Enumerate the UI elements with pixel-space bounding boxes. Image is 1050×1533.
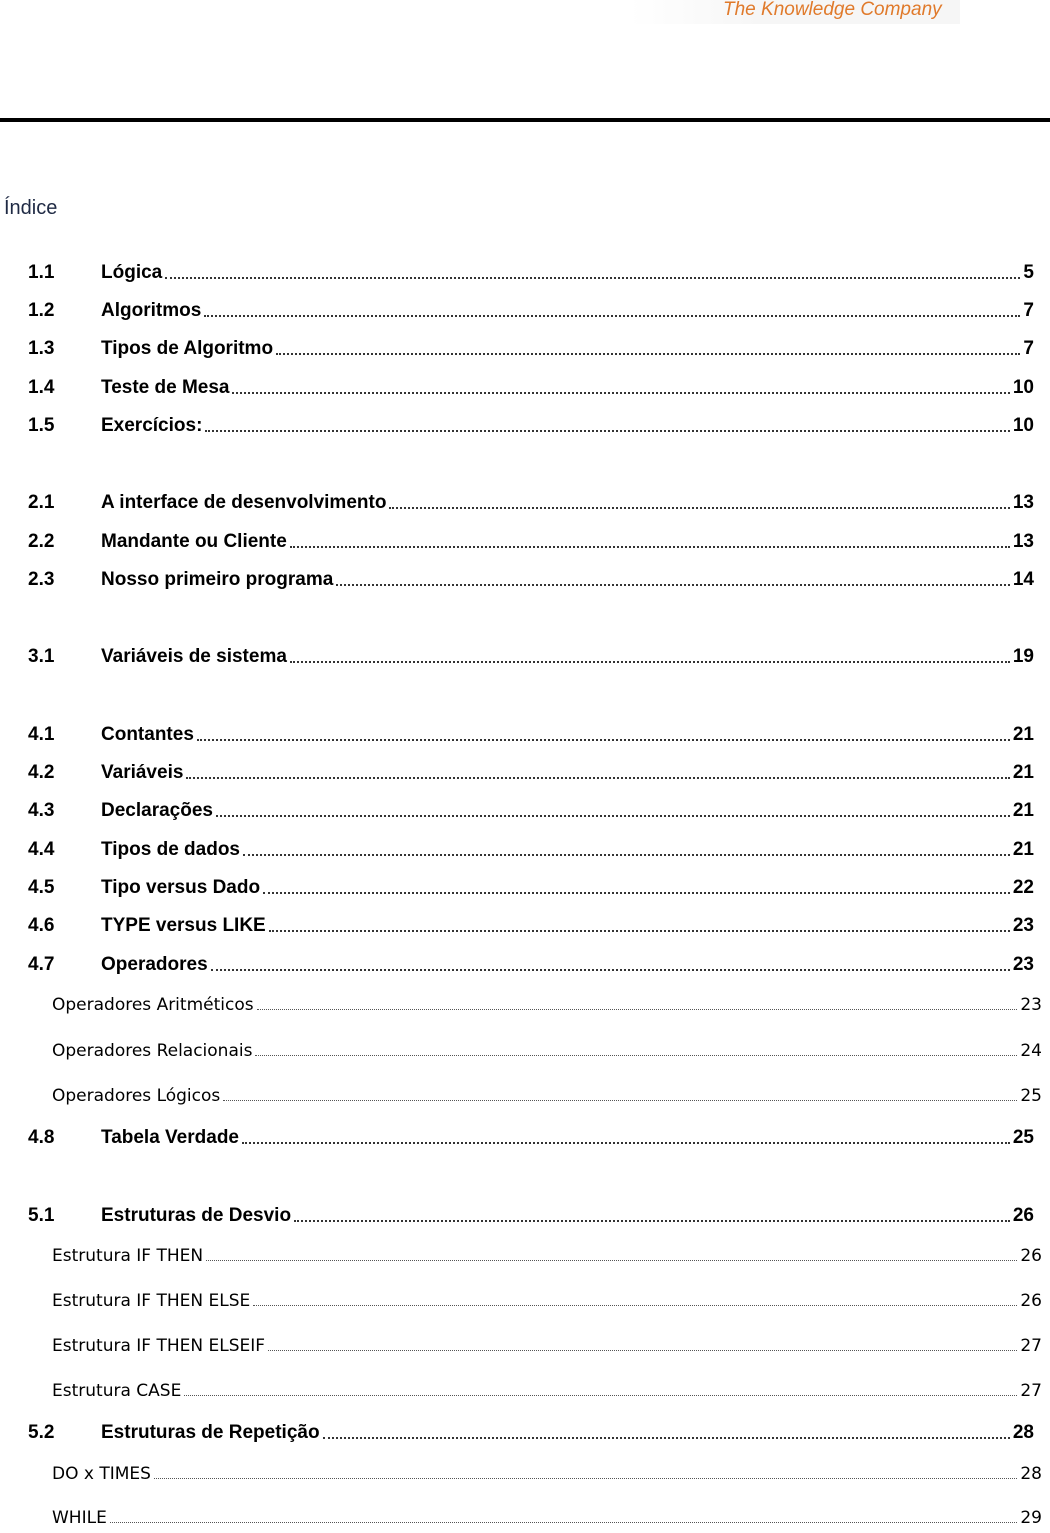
toc-entry-label: TYPE versus LIKE [101,915,266,936]
toc-entry-label: Operadores [101,954,208,975]
dot-leader [216,815,1010,817]
dot-leader [211,969,1010,971]
dot-leader [206,1260,1017,1261]
dot-leader [110,1522,1018,1523]
toc-entry-page: 7 [1023,338,1034,359]
toc-entry[interactable] [0,334,1050,364]
toc-entry-page: 24 [1020,1041,1042,1061]
toc-entry-label: Estruturas de Desvio [101,1205,292,1226]
toc-entry-label: Operadores Relacionais [52,1041,253,1061]
toc-entry-page: 7 [1023,300,1034,321]
dot-leader [204,315,1020,317]
toc-subentry[interactable] [0,1376,1050,1406]
dot-leader [269,930,1010,932]
toc-entry-label: Variáveis de sistema [101,646,287,667]
toc-entry[interactable] [0,527,1050,557]
toc-entry-page: 10 [1012,415,1034,436]
toc-entry-page: 23 [1012,915,1034,936]
toc-entry-number: 1.4 [28,377,55,398]
toc-entry[interactable] [0,258,1050,288]
toc-entry-number: 4.4 [28,839,55,860]
toc-entry-label: Variáveis [101,762,184,783]
toc-entry[interactable] [0,873,1050,903]
toc-entry-page: 21 [1012,839,1034,860]
dot-leader [186,777,1009,779]
toc-entry-label: Estruturas de Repetição [101,1422,320,1443]
dot-leader [276,353,1020,355]
toc-entry-number: 2.2 [28,531,55,552]
dot-leader [165,277,1020,279]
toc-entry-label: A interface de desenvolvimento [101,492,387,513]
toc-entry-page: 21 [1012,724,1034,745]
toc-entry-page: 13 [1012,492,1034,513]
toc-entry-page: 21 [1012,762,1034,783]
toc-entry-number: 5.1 [28,1205,55,1226]
toc-entry-label: WHILE [52,1508,107,1528]
toc-entry-label: Mandante ou Cliente [101,531,287,552]
toc-entry-label: Estrutura IF THEN ELSEIF [52,1336,266,1356]
toc-entry[interactable] [0,411,1050,441]
toc-entry-page: 23 [1020,995,1042,1015]
toc-entry[interactable] [0,720,1050,750]
toc-entry-page: 22 [1012,877,1034,898]
toc-entry-page: 21 [1012,800,1034,821]
toc-entry-page: 19 [1012,646,1034,667]
toc-subentry[interactable] [0,1331,1050,1361]
toc-entry-page: 26 [1020,1246,1042,1266]
toc-entry-page: 26 [1012,1205,1034,1226]
dot-leader [197,739,1010,741]
toc-entry-page: 25 [1020,1086,1042,1106]
dot-leader [243,854,1010,856]
toc-entry[interactable] [0,1201,1050,1231]
toc-entry-number: 4.5 [28,877,55,898]
dot-leader [253,1305,1017,1306]
toc-entry[interactable] [0,835,1050,865]
toc-entry-number: 1.2 [28,300,55,321]
toc-entry[interactable] [0,488,1050,518]
dot-leader [290,661,1010,663]
toc-entry-page: 26 [1020,1291,1042,1311]
toc-entry-page: 25 [1012,1127,1034,1148]
toc-entry-page: 27 [1020,1381,1042,1401]
toc-entry-page: 5 [1023,262,1034,283]
toc-entry-number: 1.3 [28,338,55,359]
dot-leader [232,392,1009,394]
toc-entry[interactable] [0,950,1050,980]
toc-entry-number: 2.1 [28,492,55,513]
toc-entry-label: Nosso primeiro programa [101,569,334,590]
toc-entry-label: Operadores Lógicos [52,1086,221,1106]
toc-entry-number: 4.7 [28,954,55,975]
toc-entry-number: 4.1 [28,724,55,745]
dot-leader [336,584,1010,586]
toc-entry-page: 10 [1012,377,1034,398]
toc-entry-page: 23 [1012,954,1034,975]
toc-entry[interactable] [0,1418,1050,1448]
dot-leader [290,546,1010,548]
toc-entry[interactable] [0,796,1050,826]
toc-entry-number: 5.2 [28,1422,55,1443]
dot-leader [257,1009,1018,1010]
toc-entry-label: Tipo versus Dado [101,877,261,898]
toc-entry-label: Teste de Mesa [101,377,230,398]
toc-entry-page: 14 [1012,569,1034,590]
toc-entry[interactable] [0,758,1050,788]
dot-leader [223,1100,1017,1101]
toc-entry-label: Lógica [101,262,163,283]
toc-entry[interactable] [0,373,1050,403]
toc-entry-label: Contantes [101,724,194,745]
toc-entry[interactable] [0,1123,1050,1153]
toc-entry-label: DO x TIMES [52,1464,151,1484]
toc-entry-page: 27 [1020,1336,1042,1356]
toc-entry-page: 13 [1012,531,1034,552]
toc-subentry[interactable] [0,1459,1050,1489]
toc-entry-label: Operadores Aritméticos [52,995,254,1015]
dot-leader [389,507,1009,509]
toc-entry-label: Estrutura IF THEN ELSE [52,1291,251,1311]
toc-subentry[interactable] [0,1286,1050,1316]
toc-entry-number: 4.6 [28,915,55,936]
toc-entry[interactable] [0,911,1050,941]
toc-subentry[interactable] [0,1036,1050,1066]
dot-leader [323,1437,1010,1439]
toc-entry-number: 4.2 [28,762,55,783]
toc-entry[interactable] [0,565,1050,595]
dot-leader [184,1395,1017,1396]
brand-text: The Knowledge Company [723,0,942,20]
toc-entry-number: 1.5 [28,415,55,436]
toc-subentry[interactable] [0,990,1050,1020]
dot-leader [255,1055,1017,1056]
toc-subentry[interactable] [0,1503,1050,1533]
toc-entry-page: 28 [1012,1422,1034,1443]
toc-entry-label: Tabela Verdade [101,1127,239,1148]
dot-leader [154,1478,1017,1479]
dot-leader [205,430,1009,432]
toc-entry-number: 3.1 [28,646,55,667]
toc-subentry[interactable] [0,1241,1050,1271]
page-title: Índice [4,197,58,219]
toc-entry-label: Tipos de dados [101,839,241,860]
toc-entry-label: Exercícios: [101,415,203,436]
toc-entry[interactable] [0,296,1050,326]
toc-entry-number: 2.3 [28,569,55,590]
toc-entry-label: Algoritmos [101,300,202,321]
dot-leader [268,1350,1017,1351]
toc-entry-label: Tipos de Algoritmo [101,338,274,359]
toc-entry-label: Estrutura IF THEN [52,1246,204,1266]
toc-subentry[interactable] [0,1081,1050,1111]
toc-entry-label: Estrutura CASE [52,1381,182,1401]
dot-leader [294,1220,1010,1222]
toc-entry-number: 4.8 [28,1127,55,1148]
toc-entry-label: Declarações [101,800,213,821]
toc-entry-page: 29 [1020,1508,1042,1528]
toc-entry-number: 4.3 [28,800,55,821]
dot-leader [263,892,1010,894]
header-rule [0,118,1050,122]
dot-leader [242,1142,1010,1144]
toc-entry-page: 28 [1020,1464,1042,1484]
toc-entry[interactable] [0,642,1050,672]
toc-entry-number: 1.1 [28,262,55,283]
